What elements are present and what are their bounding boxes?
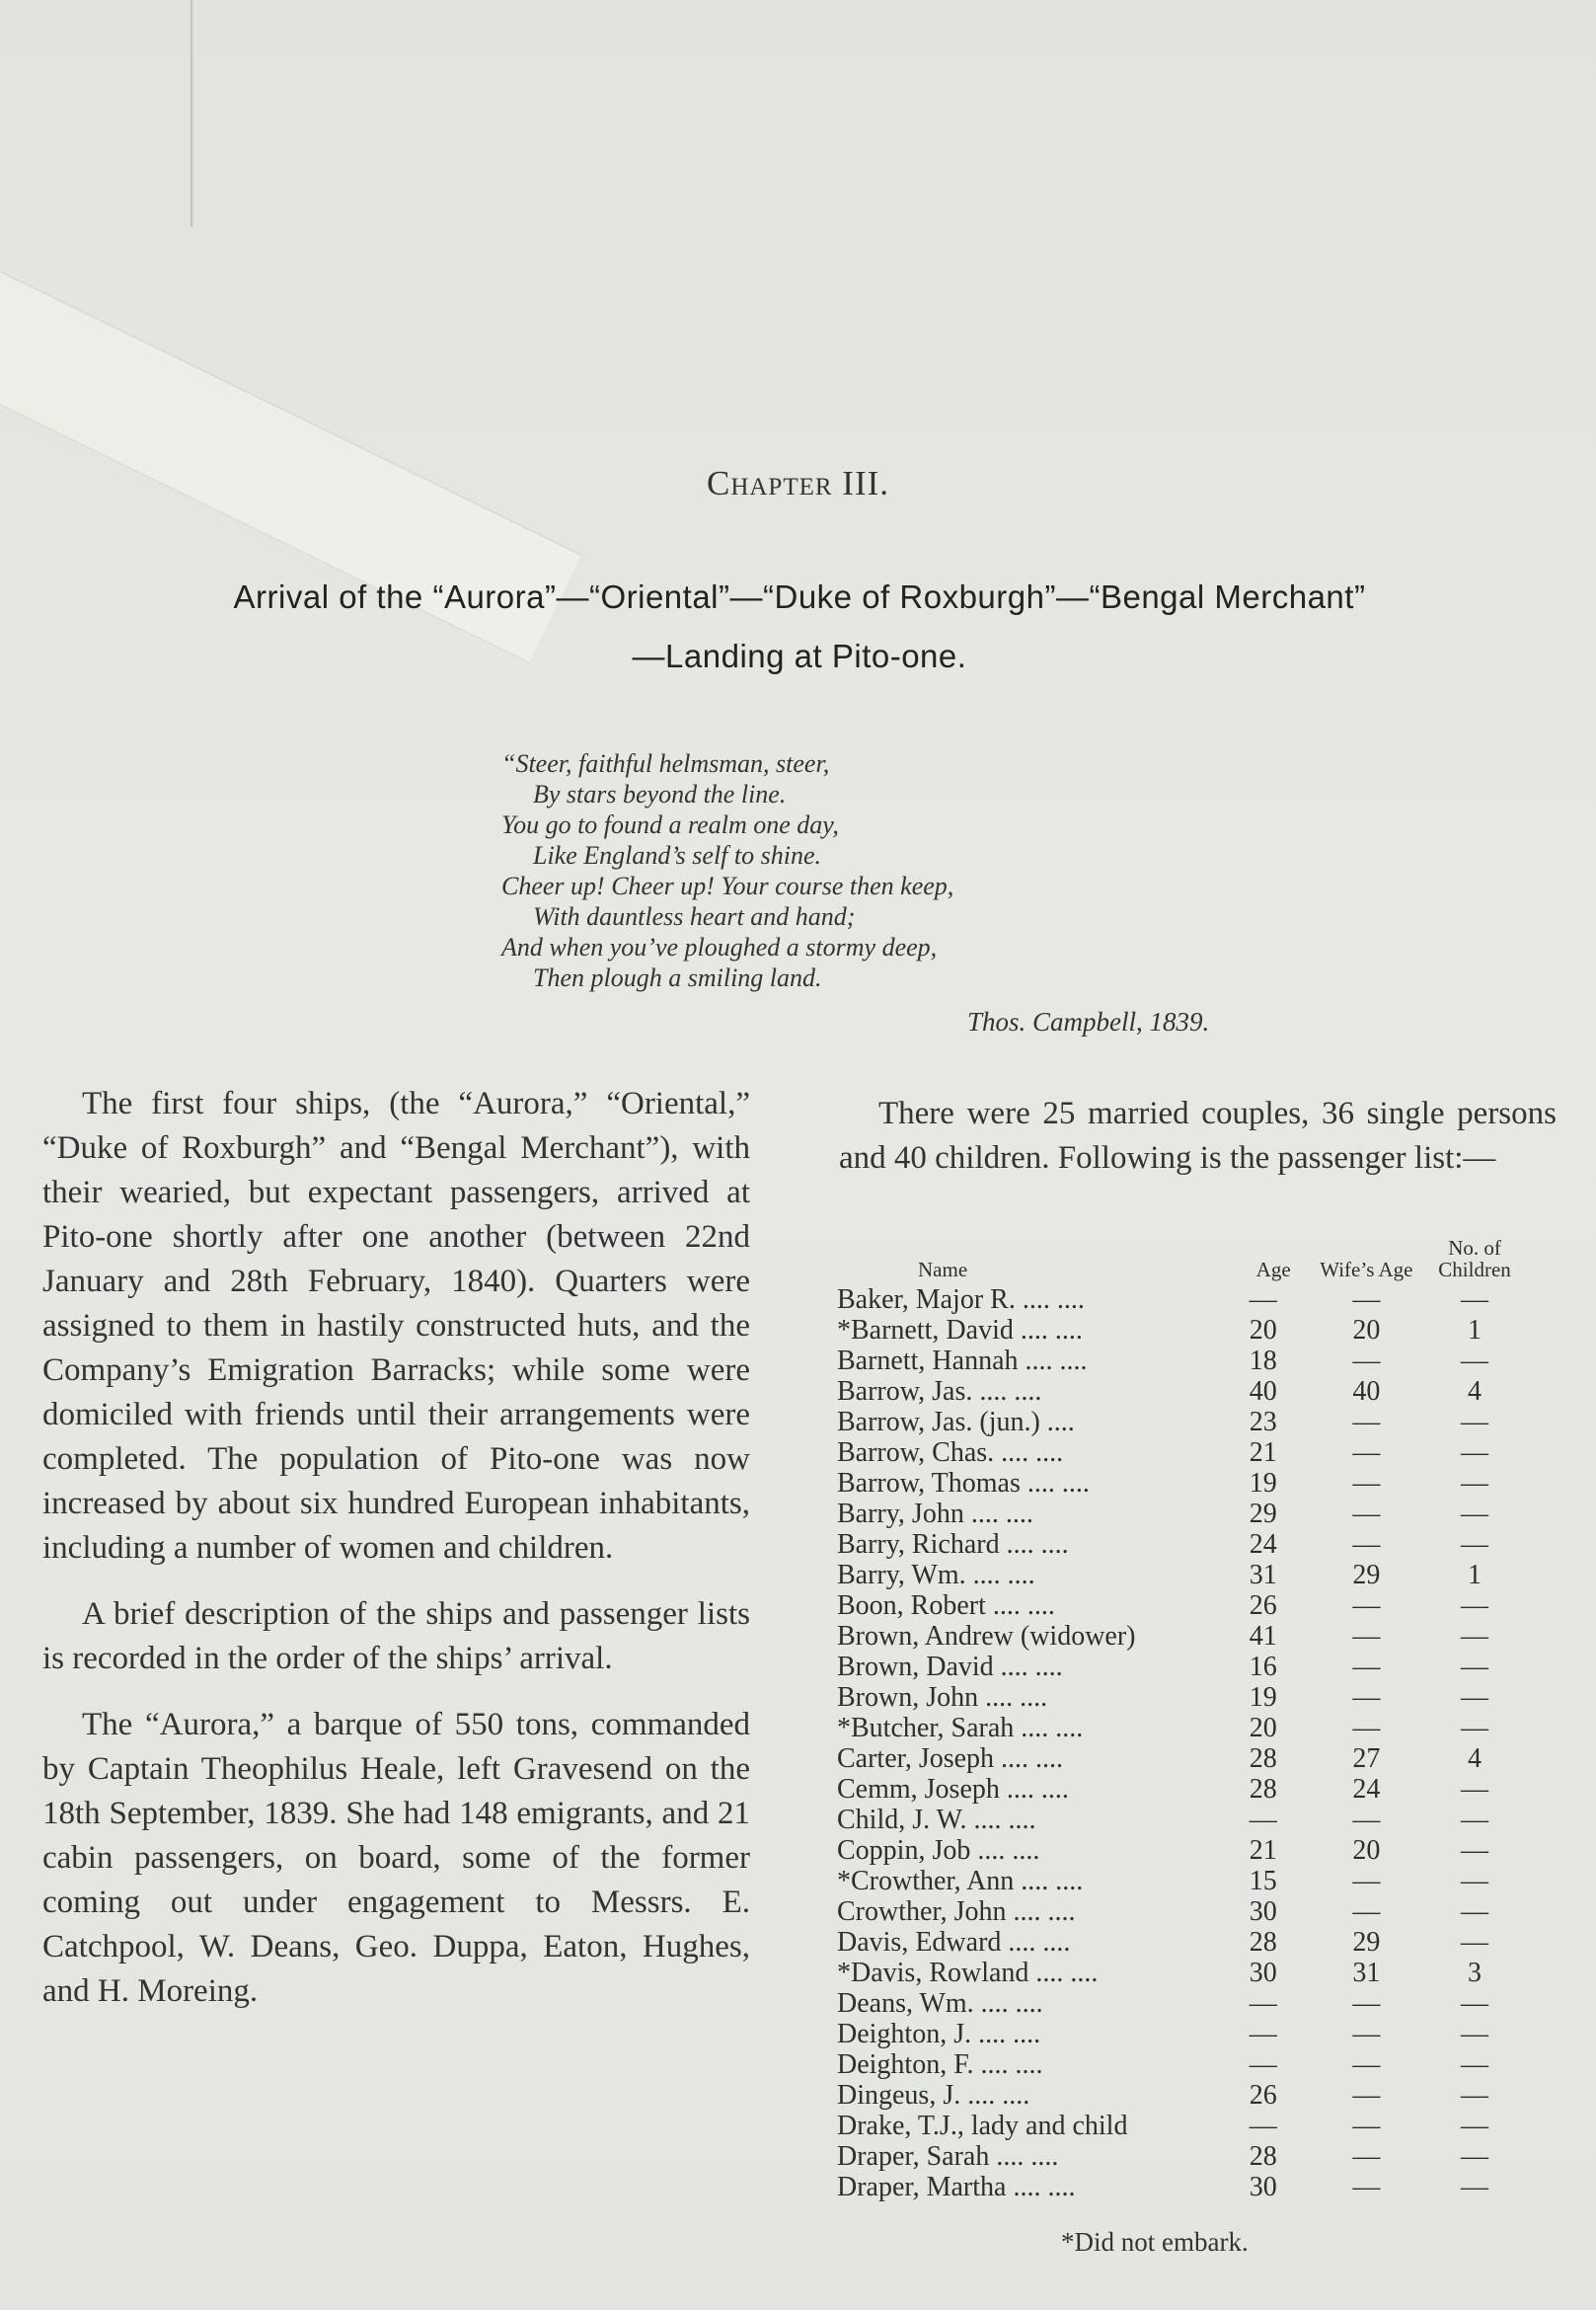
- passenger-name: *Barnett, David .... ....: [837, 1315, 1083, 1346]
- wife-age: 29: [1352, 1927, 1381, 1958]
- wife-age: —: [1352, 1652, 1381, 1682]
- passenger-name: Baker, Major R. .... ....: [837, 1284, 1085, 1315]
- passenger-age: —: [1249, 1988, 1277, 2019]
- table-row: [837, 1805, 1528, 1835]
- wife-age: —: [1352, 1590, 1381, 1621]
- passenger-age: 30: [1249, 1896, 1277, 1927]
- poem-line: You go to found a realm one day,: [501, 810, 839, 839]
- wife-age: —: [1352, 1988, 1381, 2019]
- children-count: 1: [1468, 1560, 1482, 1590]
- paragraph: There were 25 married couples, 36 single persons and 40 children. Following is the passenger list:—: [839, 1096, 1557, 1176]
- passenger-name: Child, J. W. .... ....: [837, 1805, 1036, 1835]
- wife-age: 31: [1352, 1958, 1381, 1988]
- wife-age: 29: [1352, 1560, 1381, 1590]
- passenger-age: 20: [1249, 1713, 1277, 1743]
- table-row: [837, 1743, 1528, 1774]
- table-row: [837, 1499, 1528, 1529]
- passenger-age: 28: [1249, 1927, 1277, 1958]
- header-wife-age: Wife’s Age: [1320, 1258, 1413, 1281]
- poem-line: With dauntless heart and hand;: [533, 902, 856, 931]
- children-count: —: [1461, 1621, 1489, 1652]
- passenger-name: Davis, Edward .... ....: [837, 1927, 1071, 1958]
- passenger-name: Crowther, John .... ....: [837, 1896, 1076, 1927]
- passenger-age: 24: [1249, 1529, 1277, 1560]
- children-count: —: [1461, 1529, 1489, 1560]
- children-count: —: [1461, 1713, 1489, 1743]
- passenger-table-body: [837, 1284, 1528, 2202]
- children-count: —: [1461, 1499, 1489, 1529]
- passenger-name: Brown, John .... ....: [837, 1682, 1048, 1713]
- table-row: [837, 1896, 1528, 1927]
- children-count: —: [1461, 1988, 1489, 2019]
- wife-age: —: [1352, 1621, 1381, 1652]
- poem-line: Like England’s self to shine.: [533, 841, 822, 870]
- children-count: —: [1461, 1468, 1489, 1499]
- passenger-age: 23: [1249, 1407, 1277, 1437]
- passenger-list-intro: [839, 1092, 1557, 1181]
- passenger-name: Barry, Richard .... ....: [837, 1529, 1069, 1560]
- table-row: [837, 1376, 1528, 1407]
- table-row: [837, 1927, 1528, 1958]
- passenger-age: 19: [1249, 1468, 1277, 1499]
- table-row: [837, 2080, 1528, 2111]
- children-count: —: [1461, 2019, 1489, 2049]
- wife-age: —: [1352, 2019, 1381, 2049]
- table-row: [837, 1284, 1528, 1315]
- passenger-name: Draper, Sarah .... ....: [837, 2141, 1059, 2172]
- passenger-name: Cemm, Joseph .... ....: [837, 1774, 1069, 1805]
- children-count: —: [1461, 2080, 1489, 2111]
- children-count: —: [1461, 1774, 1489, 1805]
- heading-line-1: Arrival of the “Aurora”—“Oriental”—“Duke of Roxburgh”—“Bengal Merchant”: [233, 578, 1366, 615]
- wife-age: —: [1352, 2111, 1381, 2141]
- wife-age: 27: [1352, 1743, 1381, 1774]
- passenger-name: Draper, Martha .... ....: [837, 2172, 1076, 2202]
- children-count: —: [1461, 1652, 1489, 1682]
- passenger-name: Drake, T.J., lady and child: [837, 2111, 1128, 2141]
- passenger-age: 16: [1249, 1652, 1277, 1682]
- passenger-name: Brown, Andrew (widower): [837, 1621, 1136, 1652]
- children-count: 3: [1468, 1958, 1482, 1988]
- footnote: *Did not embark.: [1061, 2227, 1249, 2257]
- passenger-age: 31: [1249, 1560, 1277, 1590]
- wife-age: —: [1352, 1284, 1381, 1315]
- children-count: 1: [1468, 1315, 1482, 1346]
- table-row: [837, 1437, 1528, 1468]
- children-count: —: [1461, 1437, 1489, 1468]
- wife-age: 20: [1352, 1315, 1381, 1346]
- passenger-name: Brown, David .... ....: [837, 1652, 1063, 1682]
- passenger-name: Dingeus, J. .... ....: [837, 2080, 1030, 2111]
- wife-age: 20: [1352, 1835, 1381, 1866]
- wife-age: —: [1352, 1713, 1381, 1743]
- children-count: —: [1461, 2049, 1489, 2080]
- table-row: [837, 2141, 1528, 2172]
- passenger-name: Barry, John .... ....: [837, 1499, 1033, 1529]
- passenger-age: —: [1249, 1805, 1277, 1835]
- table-header-row: [837, 1237, 1528, 1284]
- children-count: —: [1461, 1346, 1489, 1376]
- passenger-age: —: [1249, 2049, 1277, 2080]
- passenger-name: Deans, Wm. .... ....: [837, 1988, 1043, 2019]
- table-row: [837, 2049, 1528, 2080]
- table-row: [837, 1560, 1528, 1590]
- passenger-age: 41: [1249, 1621, 1277, 1652]
- passenger-name: Barrow, Chas. .... ....: [837, 1437, 1064, 1468]
- table-row: [837, 1866, 1528, 1896]
- table-row: [837, 1958, 1528, 1988]
- passenger-name: Coppin, Job .... ....: [837, 1835, 1040, 1866]
- table-row: [837, 1621, 1528, 1652]
- passenger-age: 28: [1249, 2141, 1277, 2172]
- passenger-age: —: [1249, 2019, 1277, 2049]
- passenger-age: 21: [1249, 1437, 1277, 1468]
- wife-age: —: [1352, 1805, 1381, 1835]
- wife-age: —: [1352, 1866, 1381, 1896]
- wife-age: —: [1352, 1896, 1381, 1927]
- epigraph-poem: [501, 748, 1291, 993]
- passenger-age: —: [1249, 1284, 1277, 1315]
- children-count: —: [1461, 1407, 1489, 1437]
- wife-age: 40: [1352, 1376, 1381, 1407]
- children-count: —: [1461, 1590, 1489, 1621]
- paragraph: A brief description of the ships and passenger lists is recorded in the order of the ships’ arrival.: [42, 1596, 750, 1676]
- passenger-name: Barrow, Jas. (jun.) ....: [837, 1407, 1075, 1437]
- children-count: —: [1461, 1866, 1489, 1896]
- passenger-name: Barry, Wm. .... ....: [837, 1560, 1035, 1590]
- wife-age: —: [1352, 2049, 1381, 2080]
- passenger-name: Deighton, F. .... ....: [837, 2049, 1043, 2080]
- passenger-age: —: [1249, 2111, 1277, 2141]
- children-count: —: [1461, 1927, 1489, 1958]
- table-row: [837, 1346, 1528, 1376]
- left-column-text: [42, 1082, 750, 2036]
- table-row: [837, 2019, 1528, 2049]
- children-count: —: [1461, 2172, 1489, 2202]
- passenger-table: [837, 1237, 1528, 2202]
- children-count: —: [1461, 1805, 1489, 1835]
- poem-line: “Steer, faithful helmsman, steer,: [501, 749, 830, 778]
- wife-age: —: [1352, 1468, 1381, 1499]
- passenger-age: 19: [1249, 1682, 1277, 1713]
- passenger-age: 30: [1249, 2172, 1277, 2202]
- table-row: [837, 2172, 1528, 2202]
- passenger-name: *Butcher, Sarah .... ....: [837, 1713, 1084, 1743]
- paragraph: The first four ships, (the “Aurora,” “Oriental,” “Duke of Roxburgh” and “Bengal Merchant”), with their wearied, but expectant passengers, arrived at Pito-one shortly after one another (between 22nd January and 28th February, 1840). Quarters were assigned to them in hastily constructed huts, and the Company’s Emigration Barracks; while some were domiciled with friends until their arrangements were completed. The population of Pito-one was now increased by about six hundred European inhabitants, including a number of women and children.: [42, 1086, 750, 1566]
- children-count: 4: [1468, 1376, 1482, 1407]
- table-row: [837, 1468, 1528, 1499]
- passenger-age: 15: [1249, 1866, 1277, 1896]
- table-row: [837, 1988, 1528, 2019]
- passenger-name: *Crowther, Ann .... ....: [837, 1866, 1084, 1896]
- table-row: [837, 1652, 1528, 1682]
- header-age: Age: [1255, 1258, 1291, 1281]
- poem-line: And when you’ve ploughed a stormy deep,: [501, 933, 938, 962]
- children-count: —: [1461, 2141, 1489, 2172]
- children-count: 4: [1468, 1743, 1482, 1774]
- table-row: [837, 1315, 1528, 1346]
- passenger-age: 20: [1249, 1315, 1277, 1346]
- passenger-name: Carter, Joseph .... ....: [837, 1743, 1064, 1774]
- poem-attribution: Thos. Campbell, 1839.: [967, 1007, 1210, 1037]
- passenger-age: 26: [1249, 2080, 1277, 2111]
- wife-age: —: [1352, 1437, 1381, 1468]
- passenger-age: 21: [1249, 1835, 1277, 1866]
- passenger-age: 40: [1249, 1376, 1277, 1407]
- wife-age: 24: [1352, 1774, 1381, 1805]
- header-children: No. of Children: [1438, 1236, 1511, 1281]
- passenger-name: Boon, Robert .... ....: [837, 1590, 1055, 1621]
- wife-age: —: [1352, 1499, 1381, 1529]
- passenger-age: 28: [1249, 1743, 1277, 1774]
- passenger-name: Barrow, Thomas .... ....: [837, 1468, 1090, 1499]
- table-row: [837, 1682, 1528, 1713]
- header-name: Name: [918, 1258, 968, 1281]
- poem-line: Then plough a smiling land.: [533, 963, 822, 992]
- heading-line-2: —Landing at Pito-one.: [632, 638, 967, 674]
- chapter-title: Chapter III.: [706, 464, 890, 502]
- passenger-name: Barrow, Jas. .... ....: [837, 1376, 1042, 1407]
- table-row: [837, 1774, 1528, 1805]
- wife-age: —: [1352, 1346, 1381, 1376]
- chapter-heading: [59, 568, 1540, 686]
- passenger-age: 28: [1249, 1774, 1277, 1805]
- wife-age: —: [1352, 2172, 1381, 2202]
- table-row: [837, 1590, 1528, 1621]
- table-row: [837, 1529, 1528, 1560]
- children-count: —: [1461, 1835, 1489, 1866]
- wife-age: —: [1352, 2141, 1381, 2172]
- wife-age: —: [1352, 1682, 1381, 1713]
- table-row: [837, 2111, 1528, 2141]
- passenger-name: *Davis, Rowland .... ....: [837, 1958, 1099, 1988]
- paper-crease: [190, 0, 193, 227]
- children-count: —: [1461, 2111, 1489, 2141]
- passenger-age: 29: [1249, 1499, 1277, 1529]
- paragraph: The “Aurora,” a barque of 550 tons, commanded by Captain Theophilus Heale, left Gravesend on the 18th September, 1839. She had 148 emigrants, and 21 cabin passengers, on board, some of the former coming out under engagement to Messrs. E. Catchpool, W. Deans, Geo. Duppa, Eaton, Hughes, and H. Moreing.: [42, 1707, 750, 2009]
- wife-age: —: [1352, 1407, 1381, 1437]
- poem-line: By stars beyond the line.: [533, 780, 787, 808]
- table-row: [837, 1835, 1528, 1866]
- poem-line: Cheer up! Cheer up! Your course then keep,: [501, 872, 954, 900]
- passenger-age: 18: [1249, 1346, 1277, 1376]
- children-count: —: [1461, 1896, 1489, 1927]
- table-row: [837, 1713, 1528, 1743]
- table-row: [837, 1407, 1528, 1437]
- wife-age: —: [1352, 1529, 1381, 1560]
- children-count: —: [1461, 1682, 1489, 1713]
- passenger-name: Barnett, Hannah .... ....: [837, 1346, 1088, 1376]
- wife-age: —: [1352, 2080, 1381, 2111]
- passenger-age: 26: [1249, 1590, 1277, 1621]
- passenger-name: Deighton, J. .... ....: [837, 2019, 1041, 2049]
- passenger-age: 30: [1249, 1958, 1277, 1988]
- children-count: —: [1461, 1284, 1489, 1315]
